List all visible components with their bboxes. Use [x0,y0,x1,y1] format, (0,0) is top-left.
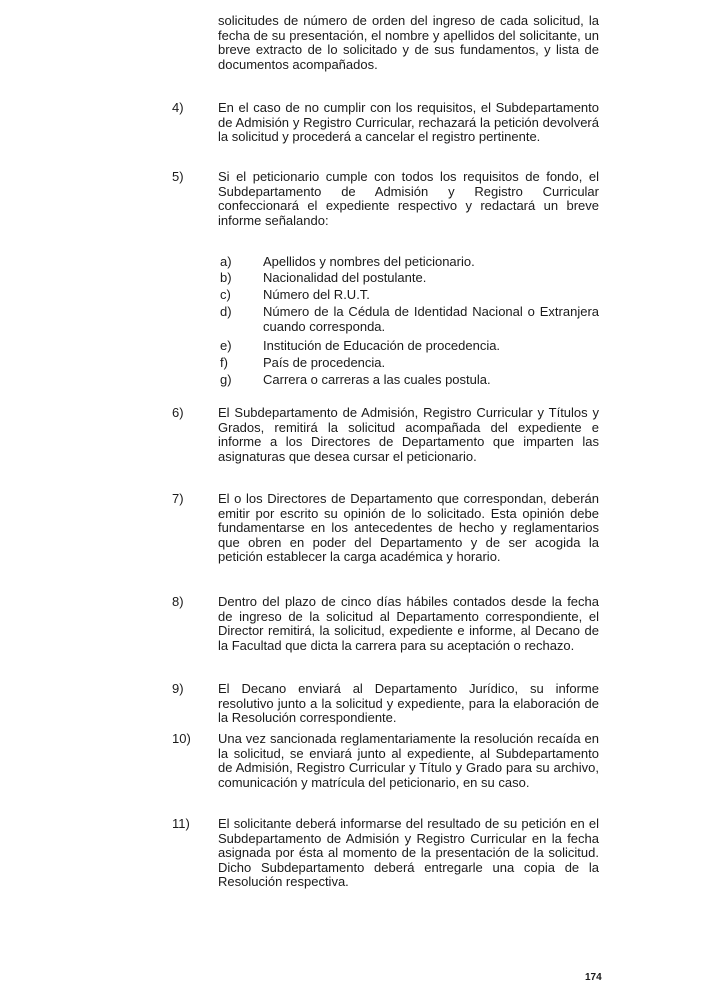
item-number: 10) [172,731,191,746]
item-number: 9) [172,681,184,696]
item-number: 5) [172,169,184,184]
item-text: El o los Directores de Departamento que correspondan, deberán emitir por escrito su opinión de lo solicitado. Esta opinión debe fundamentarse en los antecedentes de hecho y reglamentarios que obren en poder del Departamento y de ser acogida la petición establecer la carga académica y horario. [218,491,599,564]
item-text: Si el peticionario cumple con todos los requisitos de fondo, el Subdepartamento de Admisión y Registro Curricular confeccionará el expediente respectivo y redactará un breve informe señalando: [218,169,599,228]
item-text: El solicitante deberá informarse del resultado de su petición en el Subdepartamento de Admisión y Registro Curricular en la fecha asignada por ésta al momento de la presentación de la solicitud. Dicho Subdepartamento deberá entregarle una copia de la Resolución respectiva. [218,816,599,889]
item-text: Una vez sancionada reglamentariamente la resolución recaída en la solicitud, se enviará junto al expediente, al Subdepartamento de Admisión, Registro Curricular y Título y Grado para su archivo, comunicación y matrícula del peticionario, en su caso. [218,731,599,790]
sub-item-text: Apellidos y nombres del peticionario. [263,254,475,269]
sub-item-text: Número del R.U.T. [263,287,370,302]
item-text: Dentro del plazo de cinco días hábiles contados desde la fecha de ingreso de la solicitud al Departamento correspondiente, el Director remitirá, la solicitud, expediente e informe, al Decano de la Facultad que dicta la carrera para su aceptación o rechazo. [218,594,599,653]
sub-item-letter: f) [220,355,228,370]
item-text: El Decano enviará al Departamento Jurídico, su informe resolutivo junto a la solicitud y expediente, para la elaboración de la Resolución correspondiente. [218,681,599,725]
intro-paragraph: solicitudes de número de orden del ingreso de cada solicitud, la fecha de su presentación, el nombre y apellidos del solicitante, un breve extracto de lo solicitado y de sus fundamentos, y lista de documentos acompañados. [218,13,599,72]
sub-item-letter: d) [220,304,232,319]
sub-item-text: Carrera o carreras a las cuales postula. [263,372,491,387]
sub-item-text: País de procedencia. [263,355,386,370]
item-text: En el caso de no cumplir con los requisitos, el Subdepartamento de Admisión y Registro Curricular, rechazará la petición devolverá la solicitud y procederá a cancelar el registro pertinente. [218,100,599,144]
sub-item-letter: g) [220,372,232,387]
sub-item-letter: a) [220,254,232,269]
page-number: 174 [585,972,602,983]
sub-item-letter: b) [220,270,232,285]
sub-item-text: Nacionalidad del postulante. [263,270,427,285]
item-number: 6) [172,405,184,420]
item-number: 8) [172,594,184,609]
item-number: 4) [172,100,184,115]
item-number: 7) [172,491,184,506]
item-text: El Subdepartamento de Admisión, Registro Curricular y Títulos y Grados, remitirá la solicitud acompañada del expediente e informe a los Directores de Departamento que imparten las asignaturas que desea cursar el peticionario. [218,405,599,464]
sub-item-letter: c) [220,287,231,302]
sub-item-text: Número de la Cédula de Identidad Nacional o Extranjera cuando corresponda. [263,304,599,334]
item-number: 11) [172,816,190,831]
sub-item-text: Institución de Educación de procedencia. [263,338,501,353]
sub-item-letter: e) [220,338,232,353]
